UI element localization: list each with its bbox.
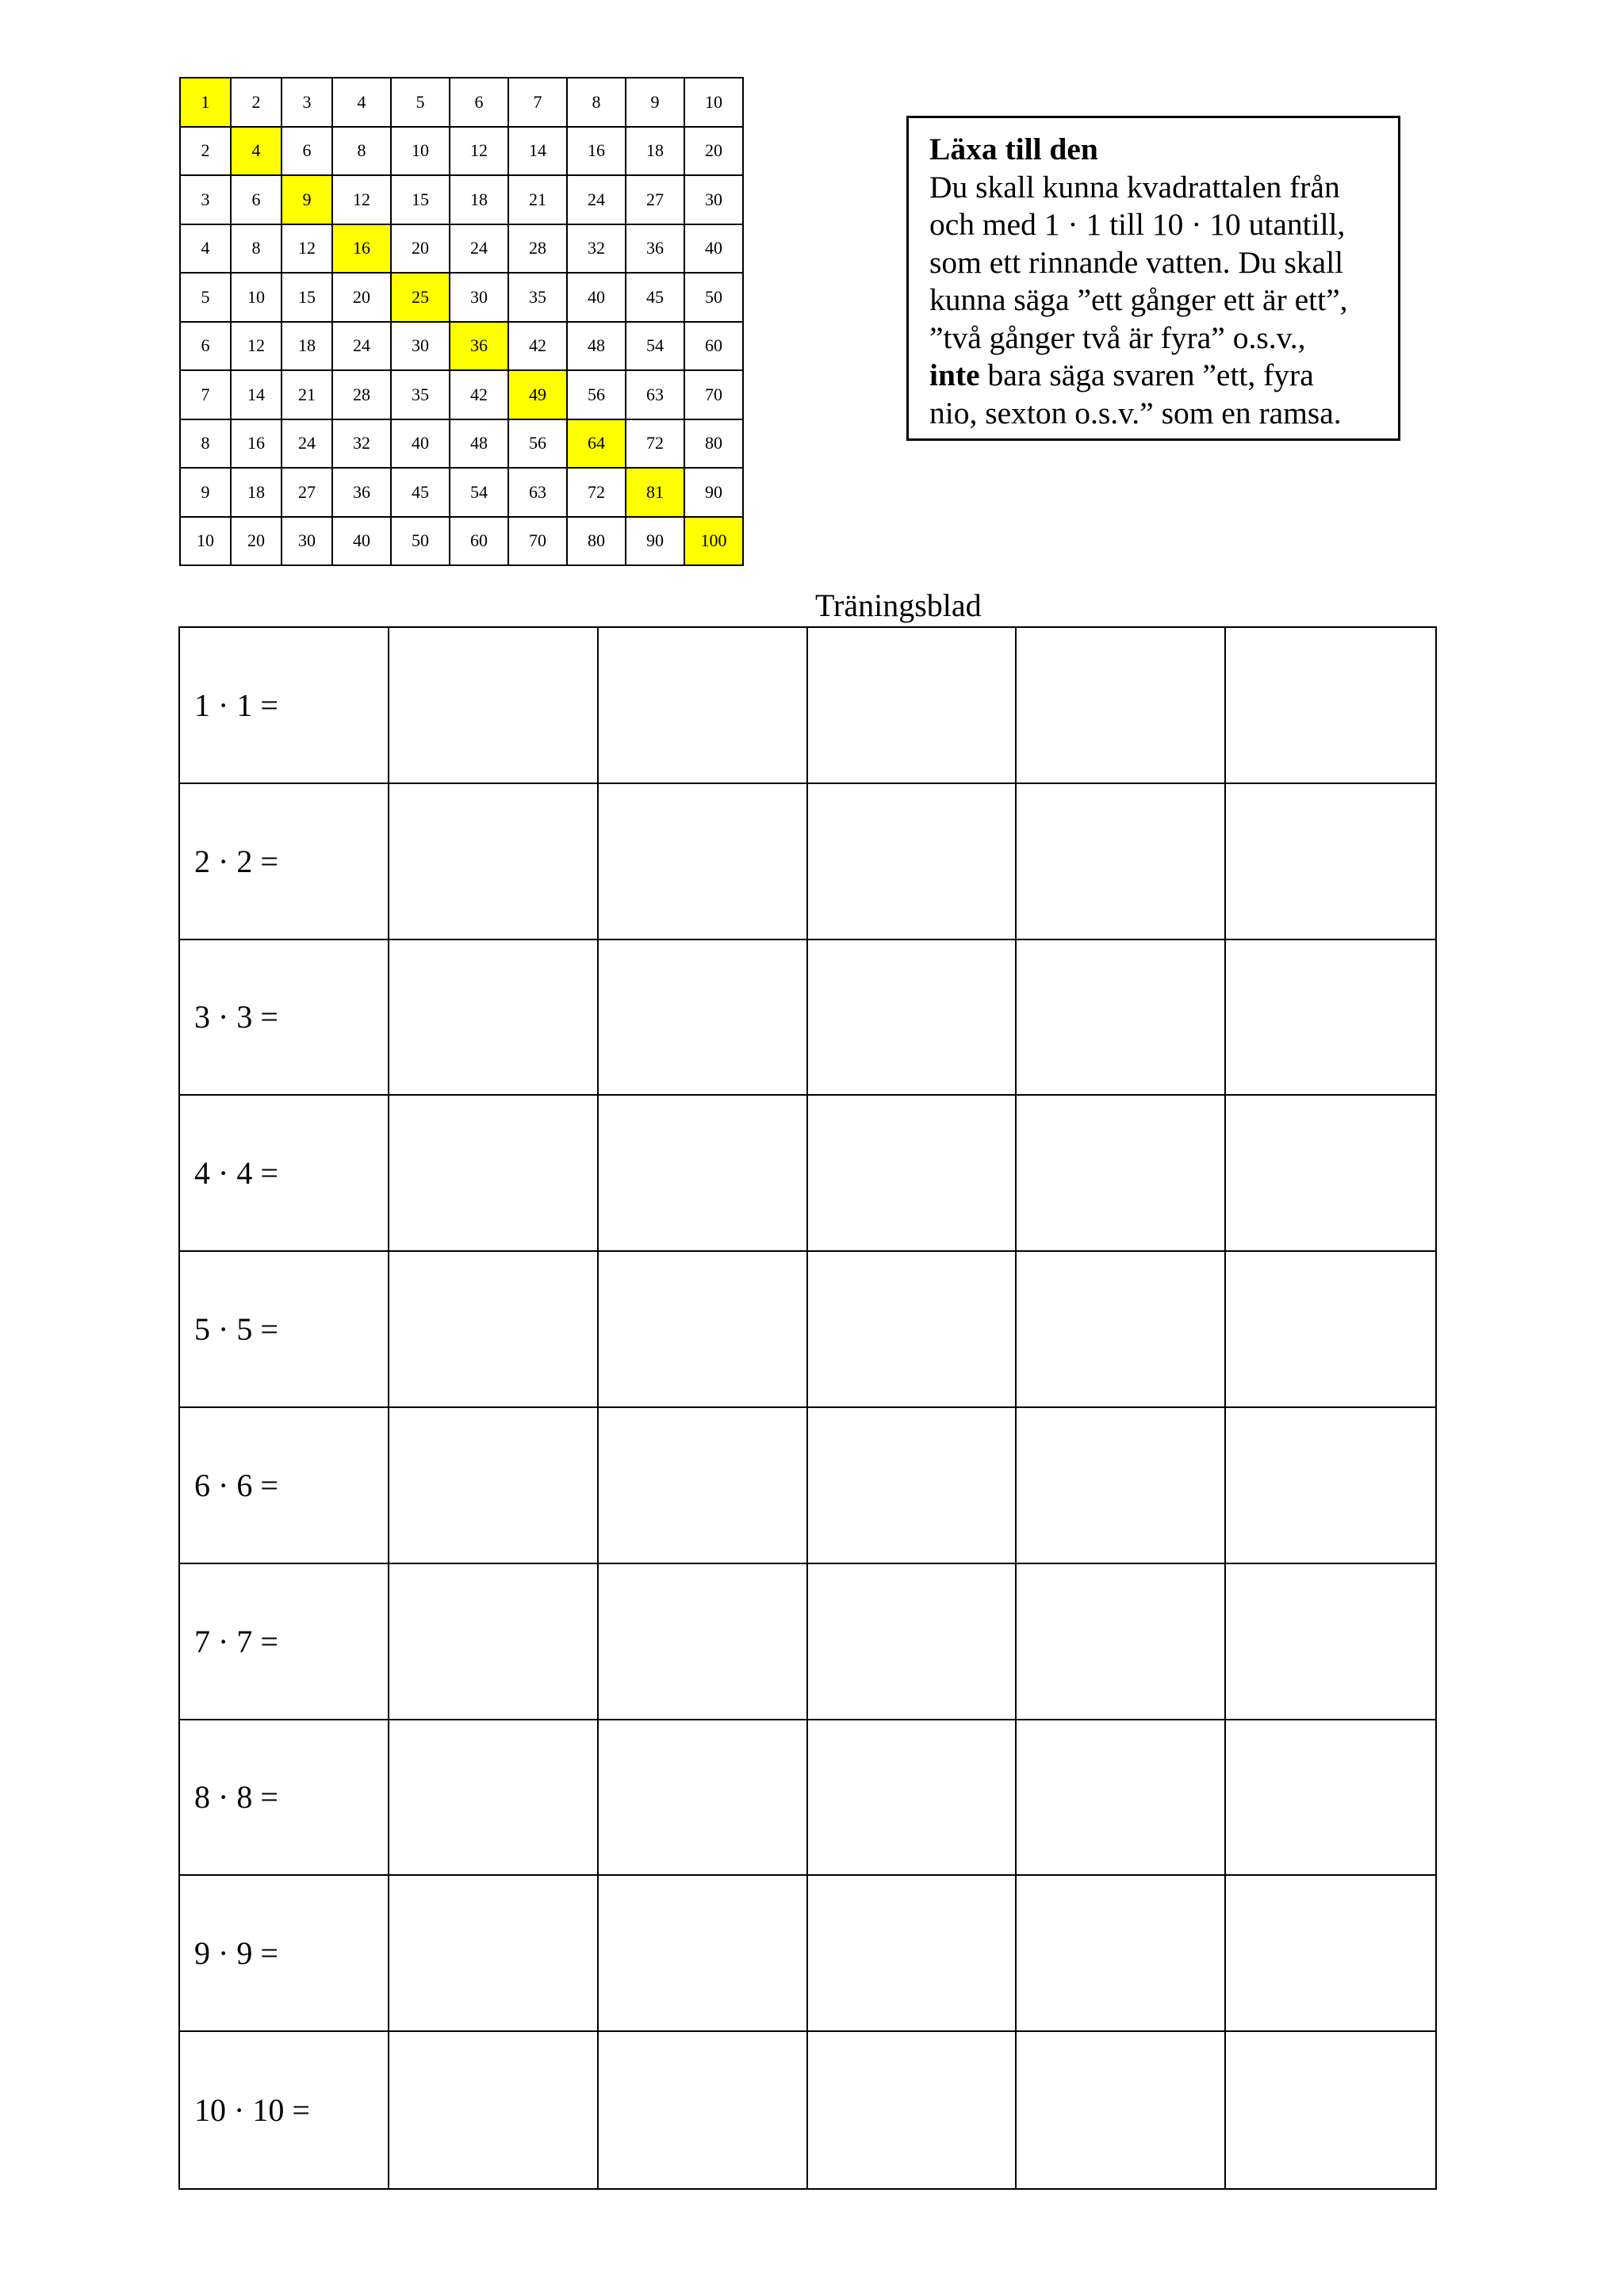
product-cell: 50 bbox=[391, 517, 450, 566]
product-cell: 60 bbox=[684, 322, 743, 371]
homework-line: Du skall kunna kvadrattalen från bbox=[929, 169, 1340, 205]
answer-cell[interactable] bbox=[1226, 1252, 1435, 1408]
mult-table-row bbox=[180, 517, 743, 566]
product-cell: 28 bbox=[332, 370, 391, 419]
product-cell: 45 bbox=[391, 468, 450, 517]
product-cell: 20 bbox=[391, 224, 450, 274]
answer-cell[interactable] bbox=[599, 940, 808, 1096]
answer-cell[interactable] bbox=[1017, 1252, 1226, 1408]
multiplication-table bbox=[179, 77, 744, 566]
answer-cell[interactable] bbox=[599, 628, 808, 784]
answer-cell[interactable] bbox=[599, 1252, 808, 1408]
answer-cell[interactable] bbox=[1226, 940, 1435, 1096]
answer-cell[interactable] bbox=[599, 2032, 808, 2188]
answer-cell[interactable] bbox=[1017, 940, 1226, 1096]
product-cell: 24 bbox=[282, 419, 332, 469]
product-cell: 80 bbox=[684, 419, 743, 469]
product-cell: 63 bbox=[508, 468, 567, 517]
square-number-cell: 4 bbox=[231, 127, 282, 176]
mult-table-row bbox=[180, 224, 743, 274]
answer-cell[interactable] bbox=[1017, 1720, 1226, 1877]
answer-cell[interactable] bbox=[599, 1564, 808, 1720]
answer-cell[interactable] bbox=[808, 1096, 1017, 1252]
mult-table-row bbox=[180, 273, 743, 322]
product-cell: 14 bbox=[508, 127, 567, 176]
exercise-label: 4 · 4 = bbox=[180, 1096, 389, 1252]
square-number-cell: 36 bbox=[450, 322, 508, 371]
product-cell: 70 bbox=[508, 517, 567, 566]
answer-cell[interactable] bbox=[599, 784, 808, 940]
product-cell: 56 bbox=[567, 370, 626, 419]
answer-cell[interactable] bbox=[808, 1408, 1017, 1564]
product-cell: 28 bbox=[508, 224, 567, 274]
product-cell: 5 bbox=[180, 273, 231, 322]
product-cell: 18 bbox=[282, 322, 332, 371]
product-cell: 32 bbox=[567, 224, 626, 274]
square-number-cell: 16 bbox=[332, 224, 391, 274]
square-number-cell: 64 bbox=[567, 419, 626, 469]
answer-cell[interactable] bbox=[1226, 1096, 1435, 1252]
product-cell: 16 bbox=[231, 419, 282, 469]
product-cell: 16 bbox=[567, 127, 626, 176]
answer-cell[interactable] bbox=[1226, 1720, 1435, 1877]
product-cell: 9 bbox=[180, 468, 231, 517]
product-cell: 48 bbox=[567, 322, 626, 371]
product-cell: 30 bbox=[450, 273, 508, 322]
product-cell: 45 bbox=[626, 273, 684, 322]
product-cell: 6 bbox=[231, 175, 282, 224]
answer-cell[interactable] bbox=[1017, 784, 1226, 940]
product-cell: 70 bbox=[684, 370, 743, 419]
answer-cell[interactable] bbox=[1226, 628, 1435, 784]
product-cell: 6 bbox=[450, 78, 508, 127]
product-cell: 54 bbox=[626, 322, 684, 371]
exercise-label: 6 · 6 = bbox=[180, 1408, 389, 1564]
product-cell: 40 bbox=[332, 517, 391, 566]
product-cell: 6 bbox=[282, 127, 332, 176]
exercise-label: 3 · 3 = bbox=[180, 940, 389, 1096]
square-number-cell: 100 bbox=[684, 517, 743, 566]
product-cell: 21 bbox=[508, 175, 567, 224]
product-cell: 9 bbox=[626, 78, 684, 127]
training-grid bbox=[178, 626, 1437, 2190]
product-cell: 12 bbox=[332, 175, 391, 224]
mult-table-row bbox=[180, 175, 743, 224]
product-cell: 24 bbox=[450, 224, 508, 274]
mult-table-row bbox=[180, 78, 743, 127]
square-number-cell: 25 bbox=[391, 273, 450, 322]
answer-cell[interactable] bbox=[599, 1876, 808, 2032]
answer-cell[interactable] bbox=[808, 1720, 1017, 1877]
exercise-label: 8 · 8 = bbox=[180, 1720, 389, 1877]
mult-table-row bbox=[180, 468, 743, 517]
product-cell: 7 bbox=[508, 78, 567, 127]
product-cell: 40 bbox=[684, 224, 743, 274]
product-cell: 7 bbox=[180, 370, 231, 419]
square-number-cell: 1 bbox=[180, 78, 231, 127]
homework-line: som ett rinnande vatten. Du skall bbox=[929, 244, 1344, 280]
product-cell: 3 bbox=[282, 78, 332, 127]
mult-table-row bbox=[180, 370, 743, 419]
product-cell: 40 bbox=[391, 419, 450, 469]
product-cell: 35 bbox=[391, 370, 450, 419]
product-cell: 72 bbox=[567, 468, 626, 517]
answer-cell[interactable] bbox=[389, 940, 599, 1096]
product-cell: 12 bbox=[450, 127, 508, 176]
product-cell: 56 bbox=[508, 419, 567, 469]
answer-cell[interactable] bbox=[599, 1408, 808, 1564]
product-cell: 4 bbox=[332, 78, 391, 127]
product-cell: 8 bbox=[567, 78, 626, 127]
product-cell: 18 bbox=[231, 468, 282, 517]
homework-emphasis: inte bbox=[929, 358, 980, 392]
answer-cell[interactable] bbox=[808, 1564, 1017, 1720]
product-cell: 10 bbox=[231, 273, 282, 322]
product-cell: 24 bbox=[567, 175, 626, 224]
product-cell: 27 bbox=[282, 468, 332, 517]
answer-cell[interactable] bbox=[1226, 1564, 1435, 1720]
exercise-label: 1 · 1 = bbox=[180, 628, 389, 784]
product-cell: 36 bbox=[626, 224, 684, 274]
homework-box bbox=[906, 116, 1400, 441]
product-cell: 18 bbox=[450, 175, 508, 224]
product-cell: 54 bbox=[450, 468, 508, 517]
answer-cell[interactable] bbox=[599, 1720, 808, 1877]
answer-cell[interactable] bbox=[1226, 2032, 1435, 2188]
answer-cell[interactable] bbox=[389, 1720, 599, 1877]
product-cell: 60 bbox=[450, 517, 508, 566]
product-cell: 10 bbox=[684, 78, 743, 127]
product-cell: 80 bbox=[567, 517, 626, 566]
product-cell: 14 bbox=[231, 370, 282, 419]
homework-line: kunna säga ”ett gånger ett är ett”, bbox=[929, 282, 1348, 317]
product-cell: 72 bbox=[626, 419, 684, 469]
answer-cell[interactable] bbox=[389, 1096, 599, 1252]
product-cell: 10 bbox=[391, 127, 450, 176]
homework-line bbox=[929, 357, 1398, 395]
product-cell: 18 bbox=[626, 127, 684, 176]
product-cell: 5 bbox=[391, 78, 450, 127]
product-cell: 2 bbox=[231, 78, 282, 127]
product-cell: 20 bbox=[231, 517, 282, 566]
product-cell: 27 bbox=[626, 175, 684, 224]
answer-cell[interactable] bbox=[599, 1096, 808, 1252]
exercise-label: 2 · 2 = bbox=[180, 784, 389, 940]
answer-cell[interactable] bbox=[1017, 1876, 1226, 2032]
product-cell: 36 bbox=[332, 468, 391, 517]
answer-cell[interactable] bbox=[808, 1252, 1017, 1408]
product-cell: 20 bbox=[684, 127, 743, 176]
answer-cell[interactable] bbox=[1226, 784, 1435, 940]
answer-cell[interactable] bbox=[389, 2032, 599, 2188]
product-cell: 3 bbox=[180, 175, 231, 224]
product-cell: 90 bbox=[684, 468, 743, 517]
exercise-label: 9 · 9 = bbox=[180, 1876, 389, 2032]
product-cell: 21 bbox=[282, 370, 332, 419]
square-number-cell: 81 bbox=[626, 468, 684, 517]
mult-table-row bbox=[180, 127, 743, 176]
product-cell: 42 bbox=[508, 322, 567, 371]
answer-cell[interactable] bbox=[1017, 1096, 1226, 1252]
answer-cell[interactable] bbox=[808, 2032, 1017, 2188]
square-number-cell: 9 bbox=[282, 175, 332, 224]
exercise-label: 10 · 10 = bbox=[180, 2032, 389, 2188]
mult-table-row bbox=[180, 419, 743, 469]
answer-cell[interactable] bbox=[808, 628, 1017, 784]
product-cell: 15 bbox=[282, 273, 332, 322]
answer-cell[interactable] bbox=[808, 784, 1017, 940]
square-number-cell: 49 bbox=[508, 370, 567, 419]
product-cell: 50 bbox=[684, 273, 743, 322]
answer-cell[interactable] bbox=[1017, 2032, 1226, 2188]
product-cell: 30 bbox=[391, 322, 450, 371]
answer-cell[interactable] bbox=[389, 1876, 599, 2032]
answer-cell[interactable] bbox=[1226, 1876, 1435, 2032]
homework-line-rest: bara säga svaren ”ett, fyra bbox=[979, 358, 1314, 392]
product-cell: 2 bbox=[180, 127, 231, 176]
product-cell: 4 bbox=[180, 224, 231, 274]
training-sheet-title: Träningsblad bbox=[815, 587, 982, 623]
product-cell: 30 bbox=[282, 517, 332, 566]
homework-line: och med 1 · 1 till 10 · 10 utantill, bbox=[929, 207, 1346, 242]
answer-cell[interactable] bbox=[1017, 1408, 1226, 1564]
product-cell: 10 bbox=[180, 517, 231, 566]
product-cell: 8 bbox=[231, 224, 282, 274]
answer-cell[interactable] bbox=[389, 784, 599, 940]
product-cell: 12 bbox=[282, 224, 332, 274]
answer-cell[interactable] bbox=[1017, 628, 1226, 784]
answer-cell[interactable] bbox=[1017, 1564, 1226, 1720]
exercise-label: 5 · 5 = bbox=[180, 1252, 389, 1408]
product-cell: 35 bbox=[508, 273, 567, 322]
product-cell: 15 bbox=[391, 175, 450, 224]
homework-line: nio, sexton o.s.v.” som en ramsa. bbox=[929, 395, 1342, 430]
homework-title: Läxa till den bbox=[929, 132, 1098, 166]
product-cell: 48 bbox=[450, 419, 508, 469]
mult-table-row bbox=[180, 322, 743, 371]
answer-cell[interactable] bbox=[808, 940, 1017, 1096]
product-cell: 90 bbox=[626, 517, 684, 566]
product-cell: 42 bbox=[450, 370, 508, 419]
product-cell: 6 bbox=[180, 322, 231, 371]
answer-cell[interactable] bbox=[389, 628, 599, 784]
product-cell: 30 bbox=[684, 175, 743, 224]
product-cell: 12 bbox=[231, 322, 282, 371]
answer-cell[interactable] bbox=[389, 1564, 599, 1720]
answer-cell[interactable] bbox=[808, 1876, 1017, 2032]
product-cell: 8 bbox=[180, 419, 231, 469]
answer-cell[interactable] bbox=[1226, 1408, 1435, 1564]
product-cell: 20 bbox=[332, 273, 391, 322]
product-cell: 40 bbox=[567, 273, 626, 322]
answer-cell[interactable] bbox=[389, 1408, 599, 1564]
product-cell: 8 bbox=[332, 127, 391, 176]
homework-line: ”två gånger två är fyra” o.s.v., bbox=[929, 320, 1306, 355]
product-cell: 24 bbox=[332, 322, 391, 371]
answer-cell[interactable] bbox=[389, 1252, 599, 1408]
product-cell: 32 bbox=[332, 419, 391, 469]
exercise-label: 7 · 7 = bbox=[180, 1564, 389, 1720]
product-cell: 63 bbox=[626, 370, 684, 419]
